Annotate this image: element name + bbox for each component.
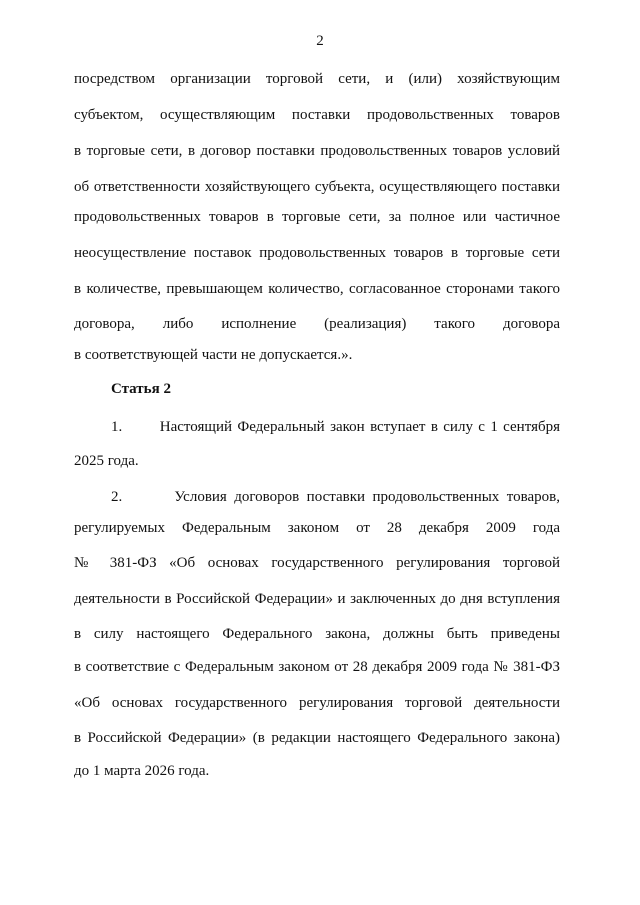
item-2-line: в соответствие с Федеральным законом от 28 декабря 2009 года № 381-ФЗ bbox=[74, 659, 560, 675]
item-2-line: № 381-ФЗ «Об основах государственного регулирования торговой bbox=[74, 555, 560, 571]
item-1-line: 2025 года. bbox=[74, 453, 139, 469]
item-2-line: «Об основах государственного регулирования торговой деятельности bbox=[74, 695, 560, 711]
text-line: об ответственности хозяйствующего субъекта, осуществляющего поставки bbox=[74, 179, 560, 195]
item-2-line: в Российской Федерации» (в редакции настоящего Федерального закона) bbox=[74, 730, 560, 746]
text-line: неосуществление поставок продовольственных товаров в торговые сети bbox=[74, 245, 560, 261]
item-2-line: деятельности в Российской Федерации» и заключенных до дня вступления bbox=[74, 591, 560, 607]
text-line: в соответствующей части не допускается.». bbox=[74, 347, 353, 363]
text-line: в количестве, превышающем количество, согласованное сторонами такого bbox=[74, 281, 560, 297]
text-line: посредством организации торговой сети, и (или) хозяйствующим bbox=[74, 71, 560, 87]
text-line: в торговые сети, в договор поставки продовольственных товаров условий bbox=[74, 143, 560, 159]
item-2-line: регулируемых Федеральным законом от 28 декабря 2009 года bbox=[74, 520, 560, 536]
text-line: договора, либо исполнение (реализация) такого договора bbox=[74, 316, 560, 332]
item-2-line: до 1 марта 2026 года. bbox=[74, 763, 210, 779]
item-2-line: в силу настоящего Федерального закона, должны быть приведены bbox=[74, 626, 560, 642]
text-line: продовольственных товаров в торговые сети, за полное или частичное bbox=[74, 209, 560, 225]
article-heading: Статья 2 bbox=[111, 381, 171, 397]
item-2-line: 2. Условия договоров поставки продовольственных товаров, bbox=[111, 489, 560, 505]
item-1-line: 1. Настоящий Федеральный закон вступает в силу с 1 сентября bbox=[111, 419, 560, 435]
page-number: 2 bbox=[316, 33, 324, 49]
text-line: субъектом, осуществляющим поставки продовольственных товаров bbox=[74, 107, 560, 123]
